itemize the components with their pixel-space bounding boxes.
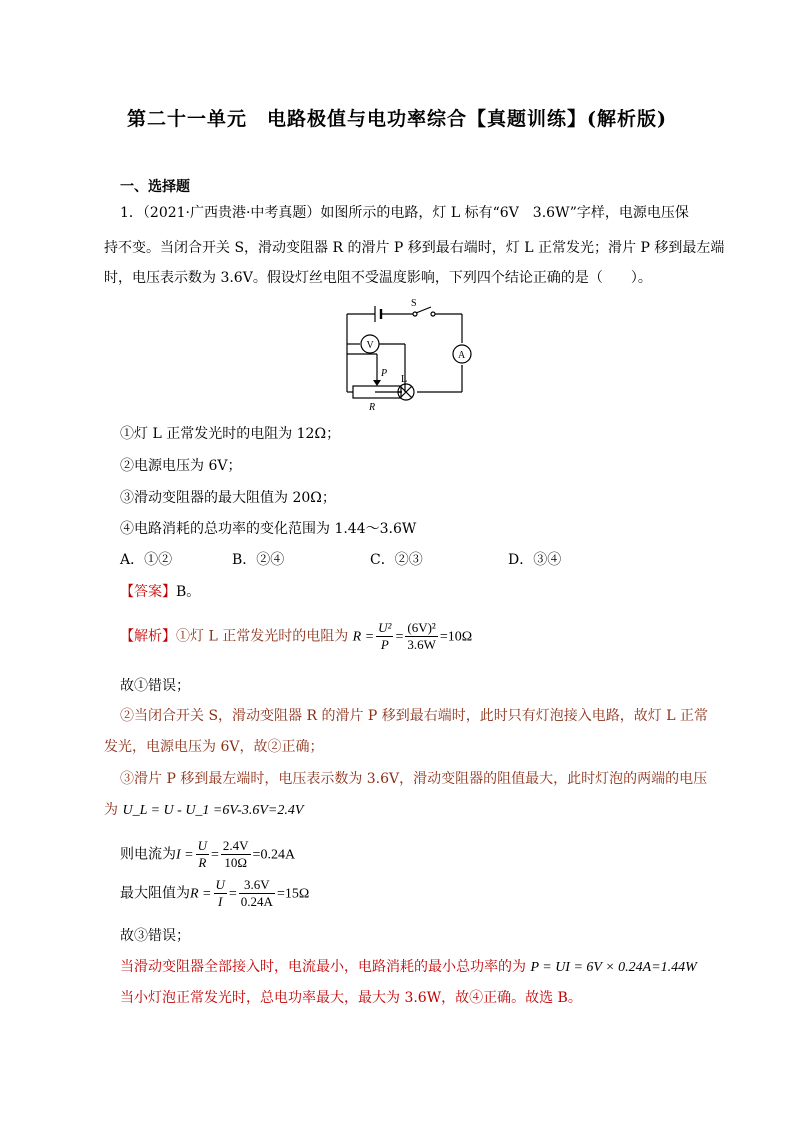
statement-2: ②电源电压为 6V；: [120, 458, 242, 474]
analysis-line-9: 故③错误；: [120, 928, 190, 944]
analysis-line-11: 当小灯泡正常发光时，总电功率最大，最大为 3.6W，故④正确。故选 B。: [120, 990, 582, 1006]
fraction-u2-over-p: $\frac{\text{U²}}{P}$: [378, 620, 392, 652]
rheostat-label: R: [369, 402, 376, 413]
switch-contact: [431, 312, 435, 316]
option-b[interactable]: B．②④: [232, 552, 285, 568]
statement-3: ③滑动变阻器的最大阻值为 20Ω；: [120, 490, 336, 506]
ammeter-label: A: [458, 350, 466, 361]
fraction-u-over-r: $\frac{U}{R}$: [197, 838, 207, 870]
fraction-2.4v-over-10ohm: $\frac{2.4V}{10\Omega}$: [222, 838, 249, 870]
analysis-line-6: 为 U_L = U - U_1 =6V-3.6V=2.4V: [104, 802, 304, 818]
voltmeter-label: V: [366, 340, 374, 351]
analysis-tag: 【解析】: [120, 628, 176, 645]
section-heading: 一、选择题: [120, 179, 190, 195]
answer-tag: 【答案】: [120, 584, 176, 600]
switch-label: S: [411, 298, 417, 309]
slider-arrow-icon: [373, 380, 381, 386]
voltage-equation: U_L = U - U_1 =6V-3.6V=2.4V: [122, 803, 304, 818]
fraction-3.6v-over-0.24a: $\frac{3.6V}{0.24A}$: [240, 877, 273, 909]
option-a[interactable]: A．①②: [120, 552, 173, 568]
analysis-line-3: ②当闭合开关 S，滑动变阻器 R 的滑片 P 移到最右端时，此时只有灯泡接入电路，故灯 L 正常: [120, 708, 708, 724]
analysis-line-8: 最大阻值为R = $\frac{U}{I}$ = $\frac{3.6V}{0.24A}$ =15Ω: [120, 877, 310, 909]
fraction-u-over-i: $\frac{U}{I}$: [215, 877, 225, 909]
analysis-line-1: 【解析】①灯 L 正常发光时的电阻为 R = $\frac{\text{U²}}{P}$ = $\frac{\text{(6V)²}}{3.6W}$ =10Ω: [120, 620, 473, 652]
option-d[interactable]: D．③④: [508, 552, 562, 568]
analysis-line-2: 故①错误；: [120, 678, 190, 694]
slider-label: P: [381, 368, 388, 379]
document-title: 第二十一单元 电路极值与电功率综合【真题训练】(解析版): [127, 108, 667, 130]
power-equation: P = UI = 6V × 0.24A=1.44W: [530, 960, 697, 975]
analysis-line-5: ③滑片 P 移到最左端时，电压表示数为 3.6V，滑动变阻器的阻值最大，此时灯泡的两端的电压: [120, 771, 708, 787]
fraction-6v2-over-3.6w: $\frac{\text{(6V)²}}{3.6W}$: [407, 620, 436, 652]
answer-value: B。: [176, 584, 201, 600]
switch-blade: [416, 307, 431, 313]
statement-1: ①灯 L 正常发光时的电阻为 12Ω；: [120, 426, 341, 442]
analysis-line-7: 则电流为I = $\frac{U}{R}$ = $\frac{2.4V}{10\Omega}$ =0.24A: [120, 838, 296, 870]
circuit-diagram: [335, 296, 475, 414]
analysis-line-10: 当滑动变阻器全部接入时，电流最小，电路消耗的最小总功率的为 P = UI = 6V × 0.24A=1.44W: [120, 959, 697, 975]
question-line-2: 持不变。当闭合开关 S，滑动变阻器 R 的滑片 P 移到最右端时，灯 L 正常发光；滑片 P 移到最左端: [104, 240, 725, 256]
analysis-line-4: 发光，电源电压为 6V，故②正确；: [104, 739, 324, 755]
statement-4: ④电路消耗的总功率的变化范围为 1.44～3.6W: [120, 521, 417, 537]
question-line-1: 1．（2021·广西贵港·中考真题）如图所示的电路，灯 L 标有“6V 3.6W”字样，电源电压保: [120, 205, 689, 221]
lamp-label: L: [401, 374, 408, 385]
answer-line: [120, 582, 200, 602]
option-c[interactable]: C．②③: [370, 552, 423, 568]
question-line-3: 时，电压表示数为 3.6V。假设灯丝电阻不受温度影响，下列四个结论正确的是（ ）。: [104, 270, 652, 286]
